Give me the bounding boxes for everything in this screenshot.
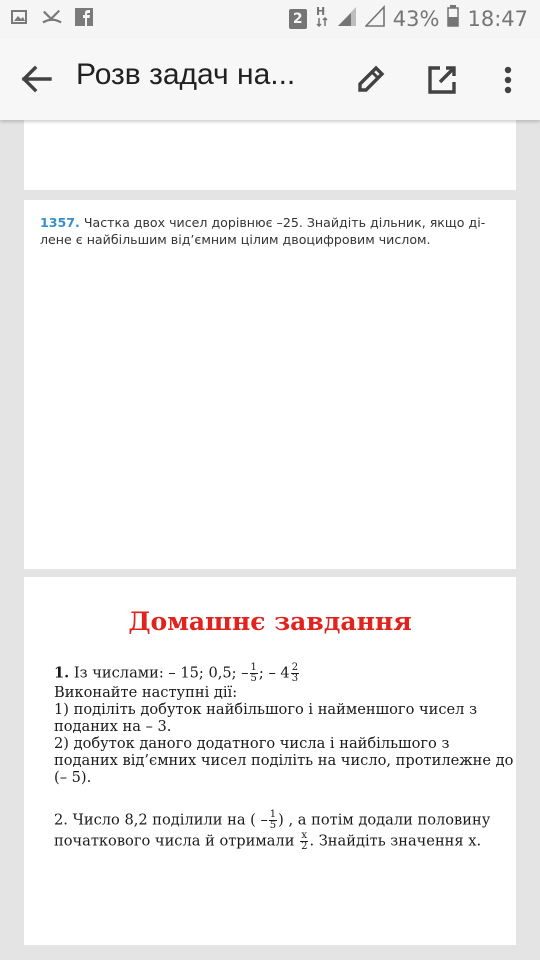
overflow-menu-button[interactable] <box>494 60 522 100</box>
task2-part2: ) , а потім додали половину <box>278 811 491 829</box>
step2-line-3: (– 5). <box>54 769 92 786</box>
task2-line-1 <box>54 810 504 831</box>
document-page-1 <box>24 120 516 190</box>
signal-icon-2 <box>365 5 385 32</box>
pencil-icon <box>352 60 390 98</box>
signal-icon-1 <box>337 5 357 32</box>
homework-body <box>54 662 514 852</box>
gallery-icon <box>10 6 30 28</box>
clock: 18:47 <box>467 6 528 31</box>
step1-line-1: 1) поділіть добуток найбільшого і найменшого чисел з <box>54 701 478 718</box>
battery-percent: 43% <box>392 6 440 31</box>
status-bar <box>0 0 540 38</box>
problem-text-1: Частка двох чисел дорівнює –25. Знайдіть дільник, якщо ді- <box>83 215 486 230</box>
app-toolbar <box>0 38 540 120</box>
fraction-one-fifth-2: $\frac{1}{5}$ <box>269 809 277 831</box>
task2-part3: початкового числа й отримали <box>54 832 300 850</box>
step1-line-2: поданих на – 3. <box>54 718 172 735</box>
problem-1357 <box>40 214 510 248</box>
fraction-one-fifth: $\frac{1}{5}$ <box>250 662 257 684</box>
missed-call-icon <box>42 6 62 28</box>
fraction-two-thirds: $\frac{2}{3}$ <box>291 662 299 684</box>
battery-icon <box>447 5 459 32</box>
notification-count-badge: 2 <box>289 9 307 29</box>
document-page-2 <box>24 200 516 569</box>
task1-separator: ; – 4 <box>258 664 290 682</box>
edit-button[interactable] <box>352 60 390 98</box>
problem-line-2: лене є найбільшим від’ємним цілим двоцифровим числом. <box>40 232 431 247</box>
task2-part1: 2. Число 8,2 поділили на ( – <box>54 811 268 829</box>
open-in-new-button[interactable] <box>422 60 462 100</box>
step2-line-2: поданих від’ємних чисел поділіть на число, протилежне до <box>54 752 514 769</box>
task2-part4: . Знайдіть значення х. <box>309 832 482 850</box>
svg-text:H: H <box>315 5 325 18</box>
task1-intro: Із числами: – 15; 0,5; – <box>73 664 249 682</box>
homework-title: Домашнє завдання <box>128 607 412 636</box>
problem-number: 1357. <box>40 215 80 230</box>
fraction-x-over-2: $\frac{x}{2}$ <box>301 830 308 852</box>
task1-line <box>54 663 504 684</box>
arrow-back-icon <box>16 59 56 99</box>
more-vert-icon <box>494 60 522 100</box>
document-title: Розв задач на... <box>76 58 296 91</box>
facebook-icon <box>74 6 94 28</box>
back-button[interactable] <box>16 59 56 99</box>
document-page-3 <box>24 577 516 945</box>
task1-marker: 1. <box>54 664 70 682</box>
open-in-new-icon <box>422 60 462 100</box>
problem-line-1 <box>40 214 510 231</box>
task2-line-2 <box>54 831 504 852</box>
data-transfer-icon <box>315 4 329 33</box>
task1-instruction: Виконайте наступні дії: <box>54 684 238 701</box>
step2-line-1: 2) добуток даного додатного числа і найбільшого з <box>54 735 450 752</box>
